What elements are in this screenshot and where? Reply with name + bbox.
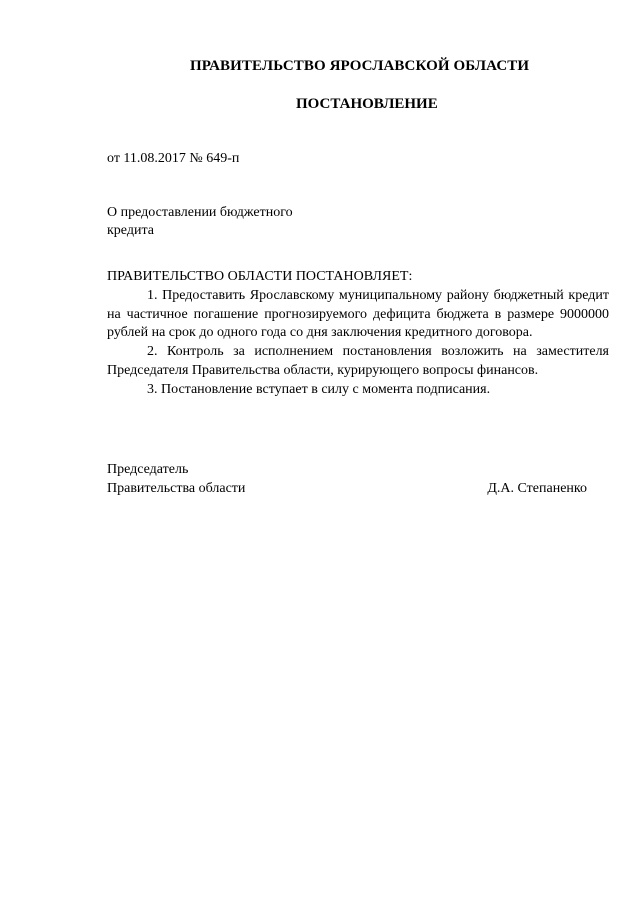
government-title: ПРАВИТЕЛЬСТВО ЯРОСЛАВСКОЙ ОБЛАСТИ: [190, 58, 530, 74]
signatory-name: Д.А. Степаненко: [487, 480, 587, 496]
signatory-title-line-1: Председатель: [107, 462, 189, 477]
signature-block: [107, 461, 587, 498]
document-date-number: от 11.08.2017 № 649-п: [107, 151, 240, 166]
paragraph-3: 3. Постановление вступает в силу с момента подписания.: [147, 381, 491, 397]
paragraph-2: 2. Контроль за исполнением постановления возложить на заместителя Председателя Правительства области, курирующего вопросы финансов.: [107, 344, 609, 378]
paragraph-1: 1. Предоставить Ярославскому муниципальному району бюджетный кредит на частичное погашение прогнозируемого дефицита бюджета в размере 9000000 рублей на срок до одного года со дня заключения кредитного договора.: [107, 287, 609, 341]
document-body: [107, 268, 609, 400]
preamble: ПРАВИТЕЛЬСТВО ОБЛАСТИ ПОСТАНОВЛЯЕТ:: [107, 269, 413, 284]
subject-line-1: О предоставлении бюджетного: [107, 205, 293, 220]
subject-line-2: кредита: [107, 223, 154, 238]
document-type-heading: ПОСТАНОВЛЕНИЕ: [296, 96, 438, 112]
signatory-title-line-2: Правительства области: [107, 480, 246, 496]
signature-row: [107, 480, 587, 499]
document-subject: [107, 204, 337, 240]
